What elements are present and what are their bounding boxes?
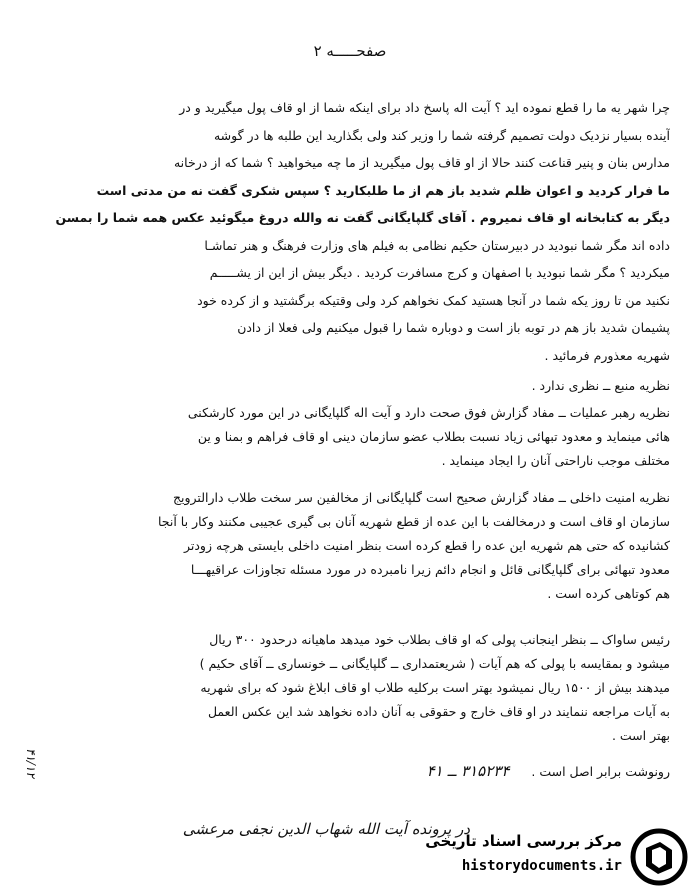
savak-chief-opinion-line: میشود و بمقایسه با پولی که هم آیات ( شریعتمداری ــ گلپایگانی ــ خونساری ــ آقای حکیم ) xyxy=(199,656,670,671)
savak-chief-opinion-line: بهتر است . xyxy=(611,728,670,743)
page-number-header: صفحـــــه ۲ xyxy=(313,42,387,60)
source-opinion: نظریه منبع ــ نظری ندارد . xyxy=(531,378,670,393)
internal-security-opinion-line: هم کوتاهی کرده است . xyxy=(547,586,670,601)
copy-note: رونوشت برابر اصل است . xyxy=(531,764,670,779)
archive-watermark xyxy=(392,824,692,886)
savak-chief-opinion-line: رئیس ساواک ــ بنظر اینجانب پولی که او قاف بطلاب خود میدهد ماهیانه درحدود ۳۰۰ ریال xyxy=(209,632,670,647)
internal-security-opinion-line: نظریه امنیت داخلی ــ مفاد گزارش صحیح است گلپایگانی از مخالفین سر سخت طلاب دارالترویج xyxy=(172,490,670,505)
body-text-line: پشیمان شدید باز هم در توبه باز است و دوباره شما را قبول میکنیم ولی فعلا از دادن xyxy=(237,320,670,335)
watermark-url: historydocuments.ir xyxy=(461,858,622,874)
handwritten-file-note: در پرونده آیت الله شهاب الدین نجفی مرعشی xyxy=(182,820,470,838)
body-text-line: چرا شهر یه ما را قطع نموده اید ؟ آیت اله پاسخ داد برای اینکه شما از او قاف پول میگیرید و در xyxy=(179,100,670,115)
internal-security-opinion-line: سازمان او قاف است و درمخالفت با این عده از قطع شهریه آنان بی گیری عجیبی مکنند وکار با آنجا xyxy=(158,514,670,529)
operations-opinion-line: مختلف موجب ناراحتی آنان را ایجاد مینماید . xyxy=(441,453,670,468)
internal-security-opinion-line: کشانیده که حتی هم شهریه این عده را قطع کرده است بنظر امنیت داخلی بایستی هرچه زودتر xyxy=(183,538,670,553)
savak-chief-opinion-line: میدهند بیش از ۱۵۰۰ ریال نمیشود بهتر است برکلیه طلاب او قاف ابلاغ شود که برای شهریه xyxy=(200,680,670,695)
body-text-line: نکنید من تا روز یکه شما در آنجا هستید کمک نخواهم کرد ولی وقتیکه برگشتید و از کرده خود xyxy=(197,292,670,308)
archive-logo-icon xyxy=(630,828,688,886)
handwritten-reference: ۳۱۵۲۳۴ ــ ۴۱ xyxy=(426,762,510,780)
copy-certification-line xyxy=(140,762,670,780)
operations-opinion-line: نظریه رهبر عملیات ــ مفاد گزارش فوق صحت دارد و آیت اله گلپایگانی در این مورد کارشکنی xyxy=(187,405,670,420)
operations-opinion-line: هائی مینماید و معدود تبهائی زیاد نسبت بطلاب عضو سازمان دینی او قاف فراهم و بمنا و ین xyxy=(197,429,670,444)
body-text-line: آینده بسیار نزدیک دولت تصمیم گرفته شما را وزیر کند ولی بگذارید این طلبه ها در گوشه xyxy=(213,127,670,143)
savak-chief-opinion-line: به آیات مراجعه ننمایند در او قاف خارج و حقوقی به آنان داده نخواهد شد این عکس العمل xyxy=(207,704,670,719)
body-text-line: دیگر به کتابخانه او قاف نمیروم . آقای گلپایگانی گفت نه والله دروغ میگوئید عکس همه شما را بمسن xyxy=(55,210,670,225)
body-text-line: مدارس بنان و پنیر قناعت کنند حالا از او قاف پول میگیرید از ما چه میخواهید ؟ شما که از درخانه xyxy=(173,155,670,170)
body-text-line: شهریه معذورم فرمائید . xyxy=(544,347,670,363)
watermark-title: مرکز بررسی اسناد تاریخی xyxy=(425,832,622,850)
body-text-line: داده اند مگر شما نبودید در دبیرستان حکیم نظامی به فیلم های وزارت فرهنگ و هنر تماشـا xyxy=(204,237,670,253)
body-text-line: ما فرار کردید و اعوان ظلم شدید باز هم از ما طلبکارید ؟ سپس شکری گفت نه من مدتی است xyxy=(96,182,670,198)
internal-security-opinion-line: معدود تبهائی برای گلپایگانی قائل و انجام دائم زیرا نامبرده در مورد مسئله تجاوزات عراقیهـــا xyxy=(190,562,670,577)
margin-handwritten-note: ۴۱/۱۲ xyxy=(24,748,38,778)
body-text-line: میکردید ؟ مگر شما نبودید با اصفهان و کرج مسافرت کردید . دیگر بیش از این از یشـــــم xyxy=(209,265,670,280)
